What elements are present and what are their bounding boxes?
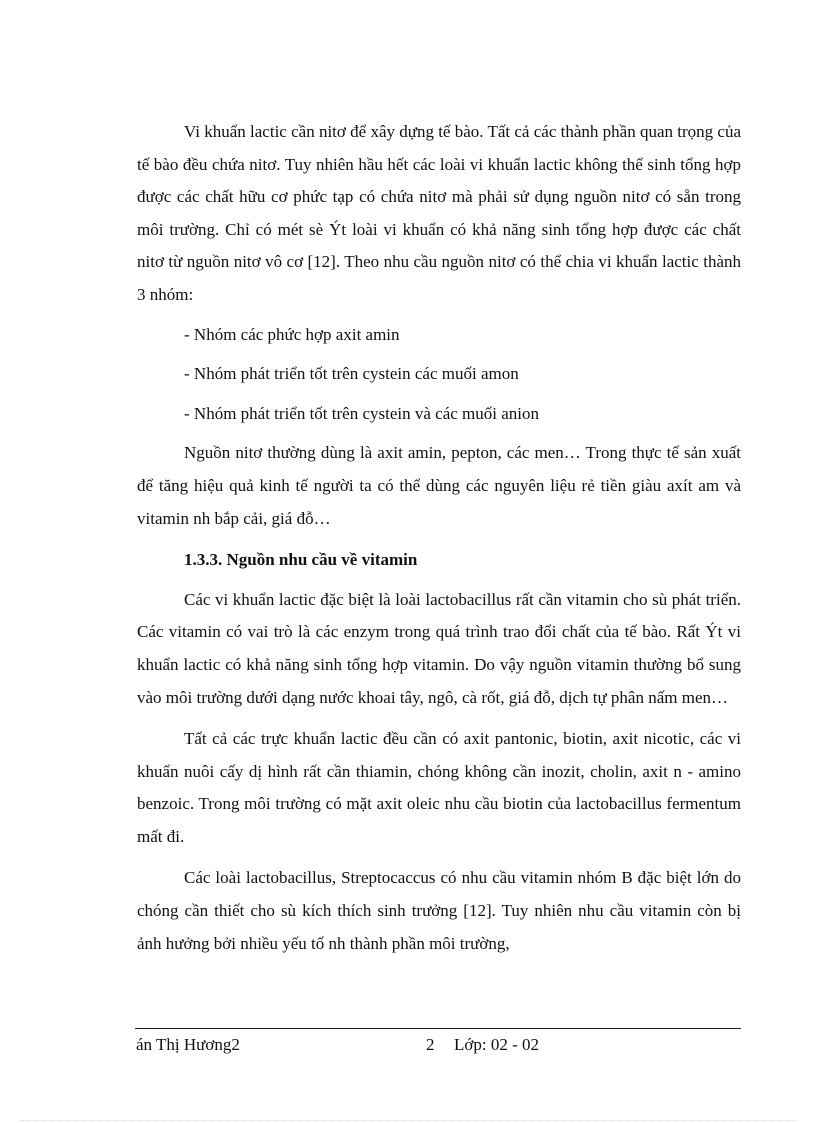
- footer-class: Lớp: 02 - 02: [454, 1035, 540, 1054]
- footer-page-number: 2: [426, 1035, 435, 1054]
- list-item-1: - Nhóm các phức hợp axit amin: [184, 324, 400, 344]
- paragraph-vitamin-needs: Các vi khuẩn lactic đặc biệt là loài lactobacillus rất cần vitamin cho sù phát triển. Các vitamin có vai trò là các enzym trong quá trình trao đổi chất của tế bào. Rất Ýt vi khuẩn lactic có khả năng sinh tổng hợp vitamin. Do vậy nguồn vitamin thường bổ sung vào môi trường dưới dạng nước khoai tây, ngô, cà rốt, giá đỗ, dịch tự phân nấm men…: [137, 589, 741, 707]
- footer-author: án Thị Hương2: [136, 1035, 240, 1054]
- paragraph-rod-bacteria: Tất cả các trực khuẩn lactic đều cần có axit pantonic, biotin, axit nicotic, các vi khuẩn nuôi cấy dị hình rất cần thiamin, chóng không cần inozit, cholin, axit n - amino benzoic. Trong môi trường có mặt axit oleic nhu cầu biotin của lactobacillus fermentum mất đi.: [137, 729, 741, 846]
- paragraph-vitamin-b: Các loài lactobacillus, Streptocaccus có nhu cầu vitamin nhóm B đặc biệt lớn do chóng cần thiết cho sù kích thích sinh trưởng [12]. Tuy nhiên nhu cầu vitamin còn bị ảnh hưởng bởi nhiều yếu tố nh thành phần môi trường,: [137, 868, 741, 953]
- list-item-2: - Nhóm phát triển tốt trên cystein các muối amon: [184, 364, 519, 384]
- body-text: [137, 116, 741, 960]
- paragraph-nitrogen-needs: Vi khuẩn lactic cần nitơ để xây dựng tế bào. Tất cả các thành phần quan trọng của tế bào đều chứa nitơ. Tuy nhiên hầu hết các loài vi khuẩn lactic không thể sinh tổng hợp được các chất hữu cơ phức tạp có chứa nitơ mà phải sử dụng nguồn nitơ có sẵn trong môi trường. Chỉ có mét sè Ýt loài vi khuẩn có khả năng sinh tổng hợp được các chất nitơ từ nguồn nitơ vô cơ [12]. Theo nhu cầu nguồn nitơ có thể chia vi khuẩn lactic thành 3 nhóm:: [137, 122, 741, 304]
- page-edge-divider: [20, 1120, 796, 1121]
- page-footer: [136, 1032, 742, 1058]
- list-item-3: - Nhóm phát triển tốt trên cystein và các muối anion: [184, 403, 540, 423]
- paragraph-nitrogen-sources: Nguồn nitơ thường dùng là axit amin, pepton, các men… Trong thực tế sản xuất để tăng hiệu quả kinh tế người ta có thể dùng các nguyên liệu rẻ tiền giàu axít am và vitamin nh bắp cải, giá đỗ…: [137, 443, 741, 528]
- section-heading: 1.3.3. Nguồn nhu cầu về vitamin: [184, 550, 418, 570]
- footer-divider: [135, 1028, 741, 1029]
